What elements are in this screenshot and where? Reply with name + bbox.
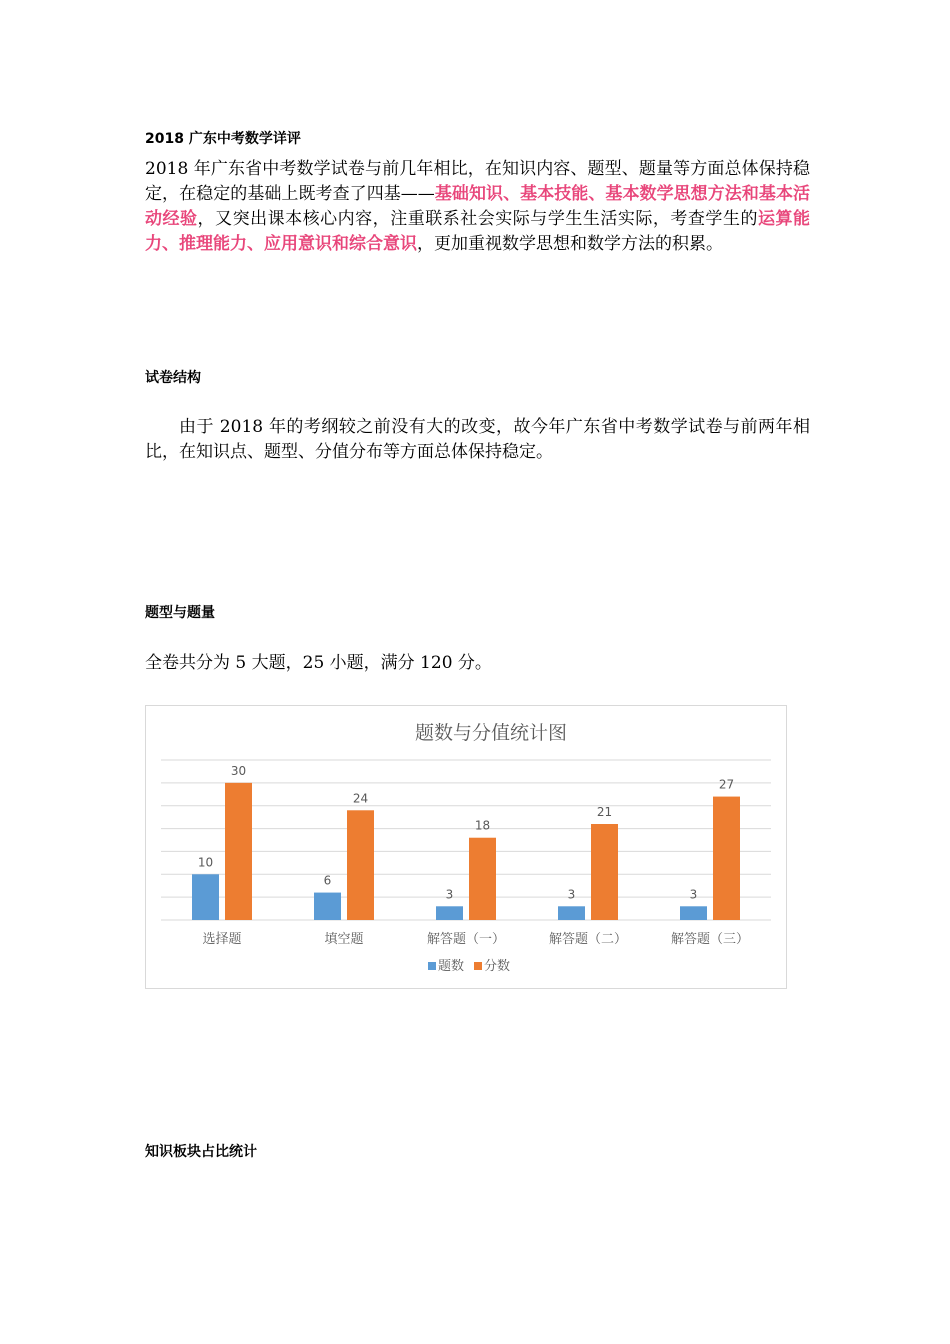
section-heading-structure: 试卷结构 (145, 370, 201, 386)
data-label: 10 (197, 855, 214, 870)
legend-swatch (428, 962, 436, 970)
data-label: 30 (230, 763, 247, 778)
review-paragraph (145, 157, 810, 257)
structure-paragraph: 由于 2018 年的考纲较之前没有大的改变，故今年广东省中考数学试卷与前两年相比，在知识点、题型、分值分布等方面总体保持稳定。 (145, 417, 810, 462)
section-heading-review: 2018 广东中考数学详评 (145, 131, 301, 147)
data-label: 3 (445, 887, 454, 902)
data-label: 6 (323, 873, 332, 888)
category-label: 解答题（二） (548, 932, 628, 947)
chart-title: 题数与分值统计图 (414, 722, 568, 744)
category-label: 填空题 (324, 932, 364, 947)
legend-label: 分数 (484, 959, 511, 974)
category-label: 选择题 (202, 932, 242, 947)
legend-label: 题数 (438, 959, 465, 974)
question-types-paragraph: 全卷共分为 5 大题，25 小题，满分 120 分。 (145, 653, 492, 673)
bar-chart (145, 705, 787, 989)
section-heading-question-types: 题型与题量 (145, 605, 215, 621)
section-heading-knowledge-blocks: 知识板块占比统计 (145, 1144, 257, 1160)
bar-score-4 (713, 797, 740, 920)
bar-score-2 (469, 838, 496, 920)
legend-swatch (474, 962, 482, 970)
data-label: 3 (689, 887, 698, 902)
review-highlight-four-basics: 基础知识、基本技能、基本数学思想方法和基本活动经验 (145, 184, 811, 229)
data-label: 24 (352, 791, 369, 806)
bar-count-1 (314, 893, 341, 920)
review-text-2: ，又突出课本核心内容，注重联系社会实际与学生生活实际，考查学生的 (197, 209, 758, 229)
bar-score-3 (591, 824, 618, 920)
review-text-1: 2018 年广东省中考数学试卷与前几年相比，在知识内容、题型、题量等方面总体保持稳定，在稳定的基础上既考查了四基—— (145, 159, 810, 204)
data-label: 21 (596, 805, 613, 819)
review-highlight-abilities: 运算能力、推理能力、应用意识和综合意识 (145, 209, 811, 254)
bar-count-2 (436, 906, 463, 920)
data-label: 18 (474, 818, 491, 833)
category-label: 解答题（三） (670, 932, 750, 947)
bar-score-1 (347, 810, 374, 920)
bar-count-0 (192, 874, 219, 920)
chart-svg (146, 706, 786, 988)
category-label: 解答题（一） (426, 932, 506, 947)
review-text-3: ，更加重视数学思想和数学方法的积累。 (417, 234, 723, 254)
data-label: 3 (567, 887, 576, 902)
bar-count-4 (680, 906, 707, 920)
data-label: 27 (718, 777, 735, 792)
bar-count-3 (558, 906, 585, 920)
bar-score-0 (225, 783, 252, 920)
